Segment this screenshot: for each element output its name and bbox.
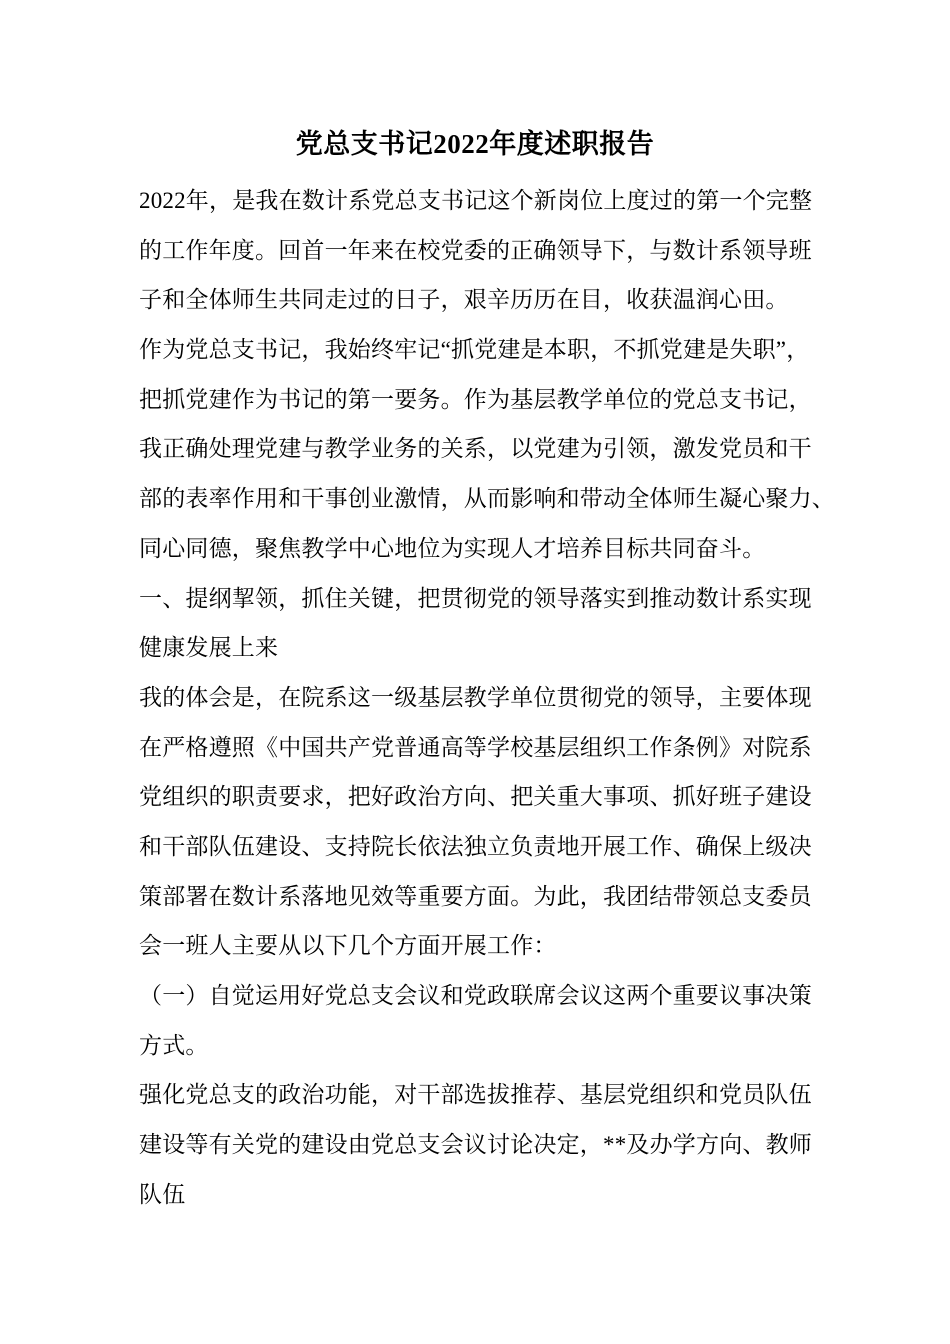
text-line: （一）自觉运用好党总支会议和党政联席会议这两个重要议事决策 [139, 983, 812, 1008]
text-line: 同心同德，聚焦教学中心地位为实现人才培养目标共同奋斗。 [139, 535, 766, 561]
text-line: 把抓党建作为书记的第一要务。作为基层教学单位的党总支书记， [139, 386, 812, 412]
text-line: 和干部队伍建设、支持院长依法独立负责地开展工作、确保上级决 [139, 833, 812, 859]
text-line: 方式。 [139, 1032, 209, 1058]
text-line: 一、提纲挈领，抓住关键，把贯彻党的领导落实到推动数计系实现 [139, 585, 812, 611]
text-line: 我的体会是，在院系这一级基层教学单位贯彻党的领导，主要体现 [139, 684, 812, 710]
document-title: 党总支书记2022年度述职报告 [295, 129, 655, 159]
text-line: 队伍 [139, 1181, 186, 1207]
text-line: 策部署在数计系落地见效等重要方面。为此，我团结带领总支委员 [139, 883, 812, 909]
text-line: 的工作年度。回首一年来在校党委的正确领导下，与数计系领导班 [139, 237, 812, 263]
text-line: 建设等有关党的建设由党总支会议讨论决定，**及办学方向、教师 [139, 1132, 812, 1158]
text-line: 会一班人主要从以下几个方面开展工作： [139, 933, 557, 959]
text-line: 我正确处理党建与教学业务的关系，以党建为引领，激发党员和干 [139, 436, 812, 462]
text-line: 在严格遵照《中国共产党普通高等学校基层组织工作条例》对院系 [139, 734, 812, 760]
text-line: 党组织的职责要求，把好政治方向、把关重大事项、抓好班子建设 [139, 784, 812, 810]
text-line: 子和全体师生共同走过的日子，艰辛历历在目，收获温润心田。 [139, 287, 789, 313]
text-line: 作为党总支书记，我始终牢记“抓党建是本职，不抓党建是失职”， [139, 337, 810, 363]
document-body [139, 176, 839, 1219]
text-line: 强化党总支的政治功能，对干部选拔推荐、基层党组织和党员队伍 [139, 1082, 812, 1108]
text-line: 2022年，是我在数计系党总支书记这个新岗位上度过的第一个完整 [139, 188, 813, 213]
text-line: 健康发展上来 [139, 635, 279, 661]
text-line: 部的表率作用和干事创业激情，从而影响和带动全体师生凝心聚力、 [139, 486, 835, 512]
